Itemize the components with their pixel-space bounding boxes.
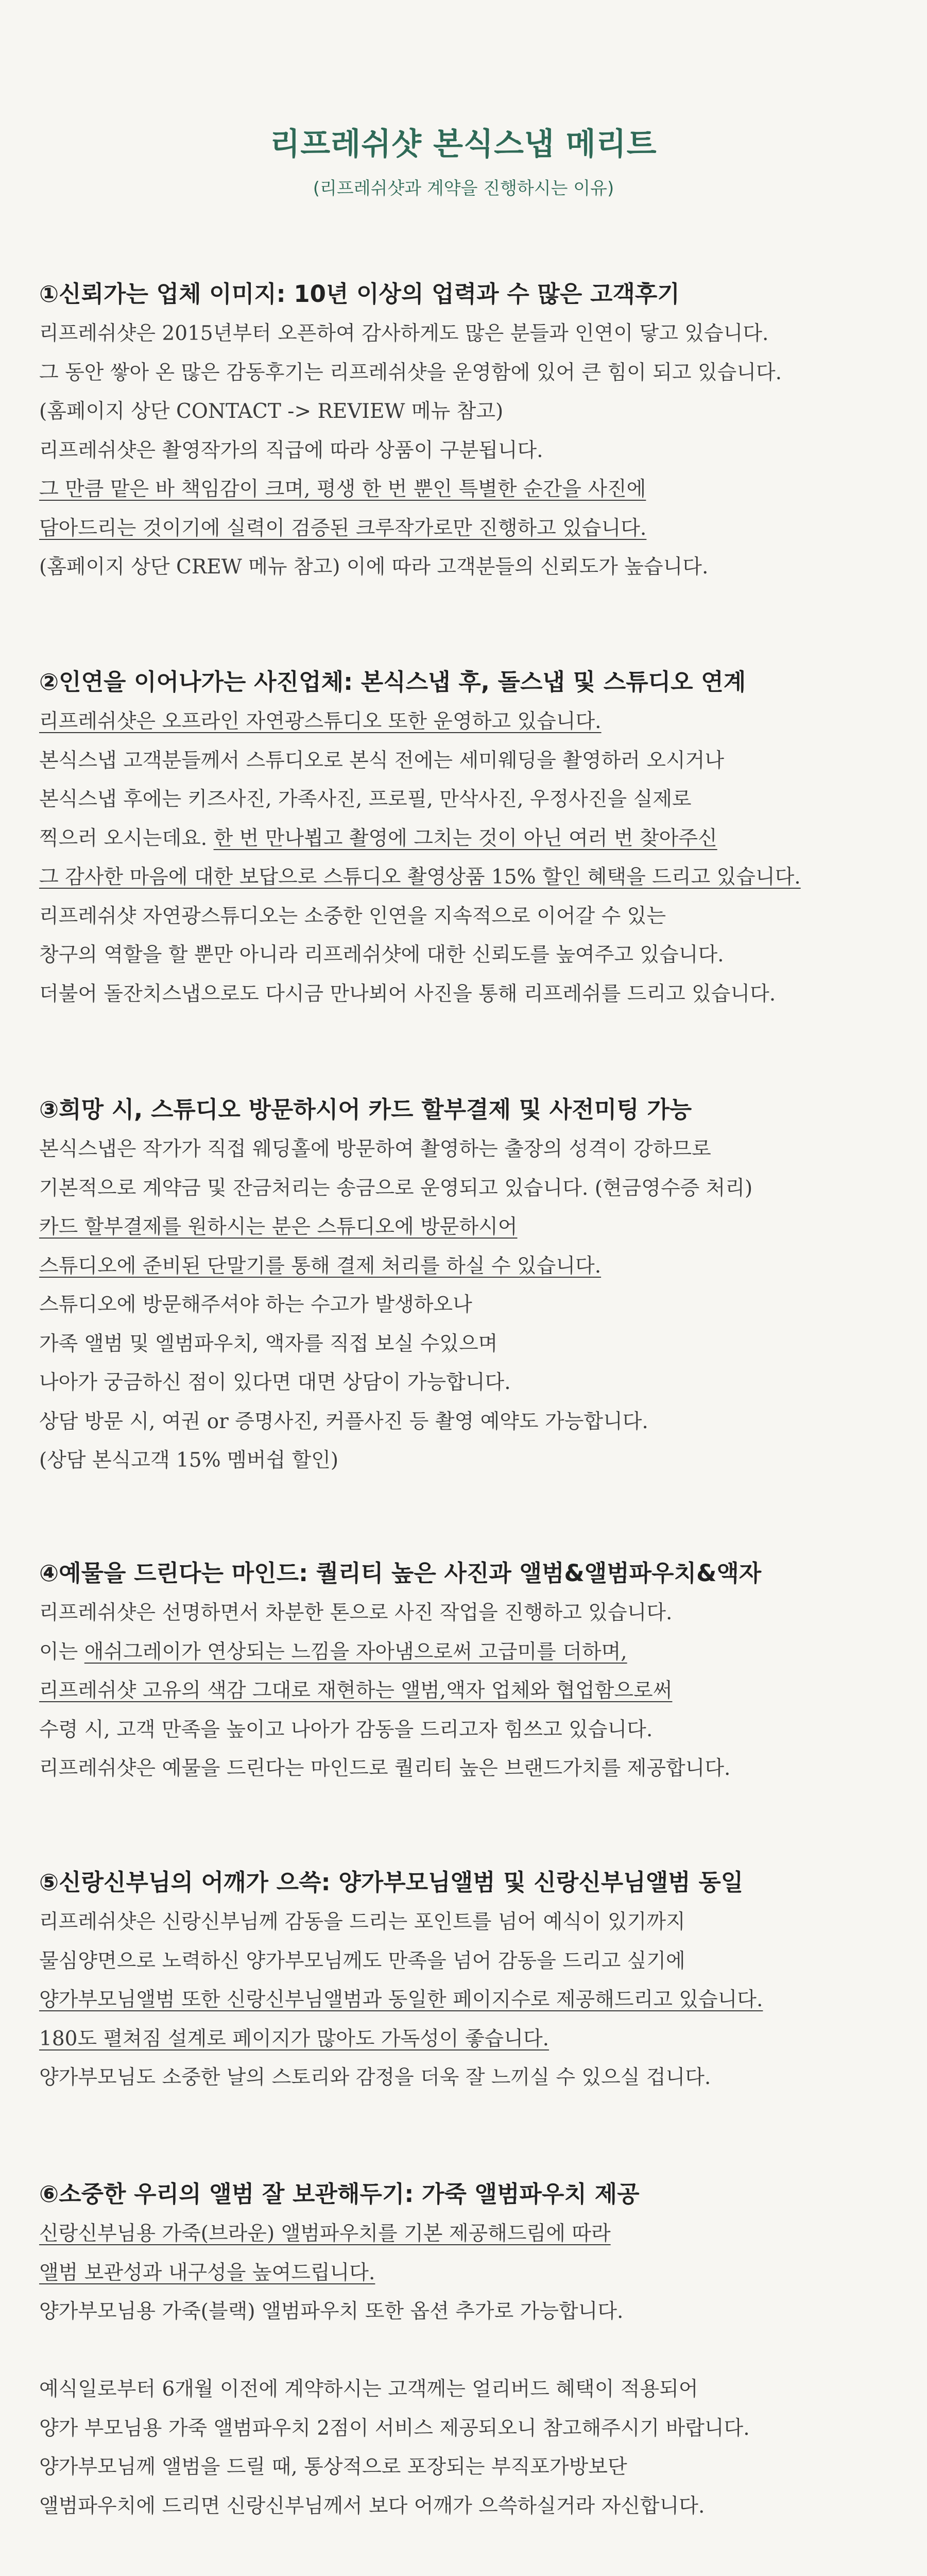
line-text: 180도 펼쳐짐 설계로 페이지가 많아도 가독성이 좋습니다. (39, 2027, 550, 2050)
section-heading: ②인연을 이어나가는 사진업체: 본식스냅 후, 돌스냅 및 스튜디오 연계 (39, 668, 746, 696)
line-text: 카드 할부결제를 원하시는 분은 스튜디오에 방문하시어 (39, 1215, 518, 1239)
section-line (39, 2370, 894, 2409)
line-text: 리프레쉬샷 고유의 색감 그대로 재현하는 앨범,액자 업체와 협업함으로써 (39, 1679, 673, 1702)
section-line (39, 741, 894, 781)
section-line (39, 858, 894, 897)
line-text: 이는 (39, 1640, 84, 1664)
section-line (39, 936, 894, 975)
line-text: 리프레쉬샷은 선명하면서 차분한 톤으로 사진 작업을 진행하고 있습니다. (39, 1601, 673, 1624)
section-line (39, 1903, 894, 1942)
section-line (39, 1247, 894, 1286)
line-text: 물심양면으로 노력하신 양가부모님께도 만족을 넘어 감동을 드리고 싶기에 (39, 1949, 685, 1973)
page-subtitle: (리프레쉬샷과 계약을 진행하시는 이유) (313, 178, 614, 199)
merit-section-4 (39, 1553, 894, 1788)
line-text: 스튜디오에 방문해주셔야 하는 수고가 발생하오나 (39, 1293, 472, 1316)
section-line (39, 392, 894, 431)
merit-section-2 (39, 662, 894, 1013)
line-text: (홈페이지 상단 CREW 메뉴 참고) 이에 따라 고객분들의 신뢰도가 높습니다. (39, 555, 709, 579)
section-line (39, 548, 894, 587)
section-line (39, 431, 894, 470)
line-text: 양가부모님도 소중한 날의 스토리와 감정을 더욱 잘 느끼실 수 있으실 겁니다. (39, 2066, 711, 2089)
line-text: 창구의 역할을 할 뿐만 아니라 리프레쉬샷에 대한 신뢰도를 높여주고 있습니다. (39, 943, 724, 967)
section-line (39, 353, 894, 393)
section-line (39, 2409, 894, 2448)
section-line (39, 1325, 894, 1364)
section-line (39, 1671, 894, 1710)
section-line (39, 1594, 894, 1633)
line-text: 리프레쉬샷은 오프라인 자연광스튜디오 또한 운영하고 있습니다. (39, 710, 602, 733)
line-text: 그 동안 쌓아 온 많은 감동후기는 리프레쉬샷을 운영함에 있어 큰 힘이 되고 있습니다. (39, 361, 782, 384)
line-text: 예식일로부터 6개월 이전에 계약하시는 고객께는 얼리버드 혜택이 적용되어 (39, 2378, 698, 2401)
section-line (39, 314, 894, 353)
section-heading: ⑥소중한 우리의 앨범 잘 보관해두기: 가죽 앨범파우치 제공 (39, 2180, 640, 2208)
section-line (39, 780, 894, 819)
section-line (39, 2331, 894, 2370)
line-text: 가족 앨범 및 엘범파우치, 액자를 직접 보실 수있으며 (39, 1332, 498, 1355)
section-line (39, 1169, 894, 1208)
section-line (39, 2020, 894, 2059)
line-text: 리프레쉬샷 자연광스튜디오는 소중한 인연을 지속적으로 이어갈 수 있는 (39, 904, 666, 928)
line-text: 기본적으로 계약금 및 잔금처리는 송금으로 운영되고 있습니다. (현금영수증 처리) (39, 1176, 753, 1200)
section-line (39, 2214, 894, 2253)
section-line (39, 2058, 894, 2097)
section-line (39, 2253, 894, 2293)
line-text: 담아드리는 것이기에 실력이 검증된 크루작가로만 진행하고 있습니다. (39, 516, 647, 540)
line-text: 앨범 보관성과 내구성을 높여드립니다. (39, 2261, 375, 2284)
line-text: 스튜디오에 준비된 단말기를 통해 결제 처리를 하실 수 있습니다. (39, 1254, 602, 1278)
section-line (39, 1710, 894, 1750)
section-line (39, 1441, 894, 1480)
line-text: 더불어 돌잔치스냅으로도 다시금 만나뵈어 사진을 통해 리프레쉬를 드리고 있습니다. (39, 982, 776, 1006)
section-line (39, 1942, 894, 1981)
section-heading: ⑤신랑신부님의 어깨가 으쓱: 양가부모님앨범 및 신랑신부님앨범 동일 (39, 1869, 744, 1896)
section-line (39, 2292, 894, 2331)
line-text: 그 감사한 마음에 대한 보답으로 스튜디오 촬영상품 15% 할인 혜택을 드리고 있습니다. (39, 866, 801, 889)
line-text: 신랑신부님용 가죽(브라운) 앨범파우치를 기본 제공해드림에 따라 (39, 2222, 611, 2245)
line-text: (상담 본식고객 15% 멤버쉽 할인) (39, 1449, 339, 1472)
line-text: 양가부모님용 가죽(블랙) 앨범파우치 또한 옵션 추가로 가능합니다. (39, 2300, 624, 2323)
section-line (39, 975, 894, 1014)
line-text: 수령 시, 고객 만족을 높이고 나아가 감동을 드리고자 힘쓰고 있습니다. (39, 1718, 653, 1741)
section-line (39, 1749, 894, 1788)
line-text: 양가부모님앨범 또한 신랑신부님앨범과 동일한 페이지수로 제공해드리고 있습니다. (39, 1988, 763, 2011)
line-text: 리프레쉬샷은 2015년부터 오픈하여 감사하게도 많은 분들과 인연이 닿고 있습니다. (39, 322, 769, 345)
section-line (39, 2448, 894, 2487)
line-text: 양가부모님께 앨범을 드릴 때, 통상적으로 포장되는 부직포가방보단 (39, 2455, 627, 2479)
section-line (39, 2487, 894, 2526)
section-line (39, 1363, 894, 1402)
line-text: 본식스냅은 작가가 직접 웨딩홀에 방문하여 촬영하는 출장의 성격이 강하므로 (39, 1138, 711, 1161)
section-heading: ④예물을 드린다는 마인드: 퀄리티 높은 사진과 앨범&앨범파우치&액자 (39, 1560, 762, 1587)
line-text: 본식스냅 후에는 키즈사진, 가족사진, 프로필, 만삭사진, 우정사진을 실제로 (39, 788, 692, 811)
line-text: 리프레쉬샷은 예물을 드린다는 마인드로 퀄리티 높은 브랜드가치를 제공합니다. (39, 1757, 731, 1780)
line-text: 리프레쉬샷은 신랑신부님께 감동을 드리는 포인트를 넘어 예식이 있기까지 (39, 1910, 685, 1934)
line-text: 본식스냅 고객분들께서 스튜디오로 본식 전에는 세미웨딩을 촬영하러 오시거나 (39, 749, 725, 772)
line-text: 앨범파우치에 드리면 신랑신부님께서 보다 어깨가 으쓱하실거라 자신합니다. (39, 2494, 705, 2518)
section-line (39, 1980, 894, 2020)
merit-section-3 (39, 1090, 894, 1480)
section-heading (39, 2571, 894, 2576)
merit-section-5 (39, 1862, 894, 2097)
line-highlight: 한 번 만나뵙고 촬영에 그치는 것이 아닌 여러 번 찾아주신 (213, 826, 717, 850)
line-text: 양가 부모님용 가죽 앨범파우치 2점이 서비스 제공되오니 참고해주시기 바랍니다. (39, 2416, 750, 2440)
section-line (39, 1633, 894, 1672)
merit-section-6 (39, 2174, 894, 2526)
line-text: (홈페이지 상단 CONTACT -> REVIEW 메뉴 참고) (39, 400, 504, 423)
section-line (39, 1208, 894, 1247)
section-line (39, 1130, 894, 1169)
line-text: 그 만큼 맡은 바 책임감이 크며, 평생 한 번 뿐인 특별한 순간을 사진에 (39, 478, 646, 501)
line-text: 나아가 궁금하신 점이 있다면 대면 상담이 가능합니다. (39, 1371, 511, 1394)
section-line (39, 509, 894, 548)
section-heading: ①신뢰가는 업체 이미지: 10년 이상의 업력과 수 많은 고객후기 (39, 280, 680, 308)
section-line (39, 819, 894, 858)
section-line (39, 702, 894, 741)
section-line (39, 1285, 894, 1325)
merit-section-7 (39, 2571, 894, 2576)
line-text: 리프레쉬샷은 촬영작가의 직급에 따라 상품이 구분됩니다. (39, 438, 543, 462)
section-line (39, 1402, 894, 1442)
line-text: 상담 방문 시, 여권 or 증명사진, 커플사진 등 촬영 예약도 가능합니다. (39, 1410, 648, 1433)
section-heading: ③희망 시, 스튜디오 방문하시어 카드 할부결제 및 사전미팅 가능 (39, 1096, 692, 1123)
section-line (39, 470, 894, 509)
line-text: 찍으러 오시는데요. (39, 826, 214, 850)
section-line (39, 897, 894, 936)
page-title: 리프레쉬샷 본식스냅 메리트 (270, 126, 657, 162)
merit-section-1 (39, 274, 894, 587)
line-highlight: 애쉬그레이가 연상되는 느낌을 자아냄으로써 고급미를 더하며, (84, 1640, 627, 1664)
